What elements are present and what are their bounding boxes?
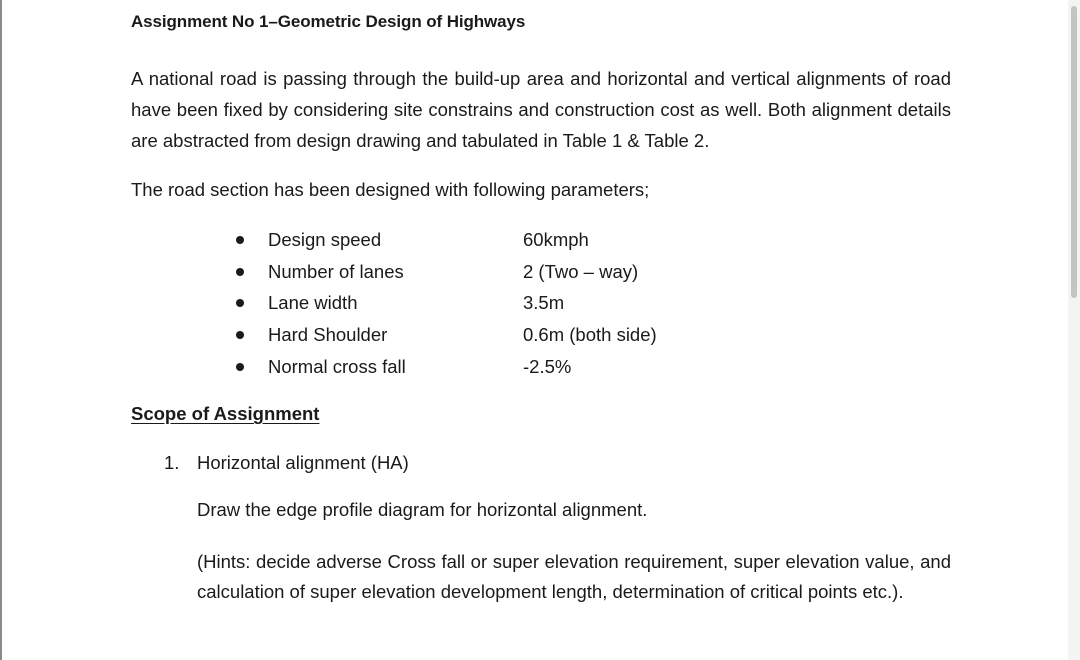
parameter-value: 60kmph <box>523 228 589 250</box>
scope-heading: Scope of Assignment <box>131 403 320 424</box>
parameter-label: Number of lanes <box>268 260 404 282</box>
list-item <box>233 256 657 288</box>
scope-item-instruction: Draw the edge profile diagram for horizontal alignment. <box>197 499 648 520</box>
bullet-icon <box>236 236 244 244</box>
list-item <box>233 351 657 383</box>
list-item <box>233 319 657 351</box>
scope-item-label: Horizontal alignment (HA) <box>197 452 409 473</box>
scrollbar-thumb[interactable] <box>1071 6 1077 298</box>
bullet-icon <box>236 363 244 371</box>
scope-item-title <box>164 452 409 474</box>
parameter-value: -2.5% <box>523 356 572 378</box>
parameter-value: 2 (Two – way) <box>523 260 639 282</box>
bullet-icon <box>236 299 244 307</box>
parameter-label: Lane width <box>268 292 358 314</box>
scope-item-number: 1. <box>164 452 180 473</box>
list-item <box>233 224 657 256</box>
intro-paragraph: A national road is passing through the build-up area and horizontal and vertical alignments of road have been fixed by considering site constrains and construction cost as well. Both alignment details are abstracted from design drawing and tabulated in Table 1 & Table 2. <box>131 68 951 151</box>
bullet-icon <box>236 331 244 339</box>
page-title: Assignment No 1–Geometric Design of Highways <box>131 12 526 31</box>
parameter-value: 0.6m (both side) <box>523 324 657 346</box>
list-item <box>233 288 657 320</box>
scope-item-hint: (Hints: decide adverse Cross fall or super elevation requirement, super elevation value, and calculation of super elevation development length, determination of critical points etc.). <box>197 551 951 602</box>
parameter-label: Hard Shoulder <box>268 324 388 346</box>
parameters-intro: The road section has been designed with following parameters; <box>131 179 650 200</box>
parameter-value: 3.5m <box>523 292 565 314</box>
parameter-label: Normal cross fall <box>268 356 406 378</box>
bullet-icon <box>236 268 244 276</box>
parameter-list <box>233 224 657 383</box>
vertical-scrollbar[interactable] <box>1068 0 1080 660</box>
parameter-label: Design speed <box>268 228 382 250</box>
